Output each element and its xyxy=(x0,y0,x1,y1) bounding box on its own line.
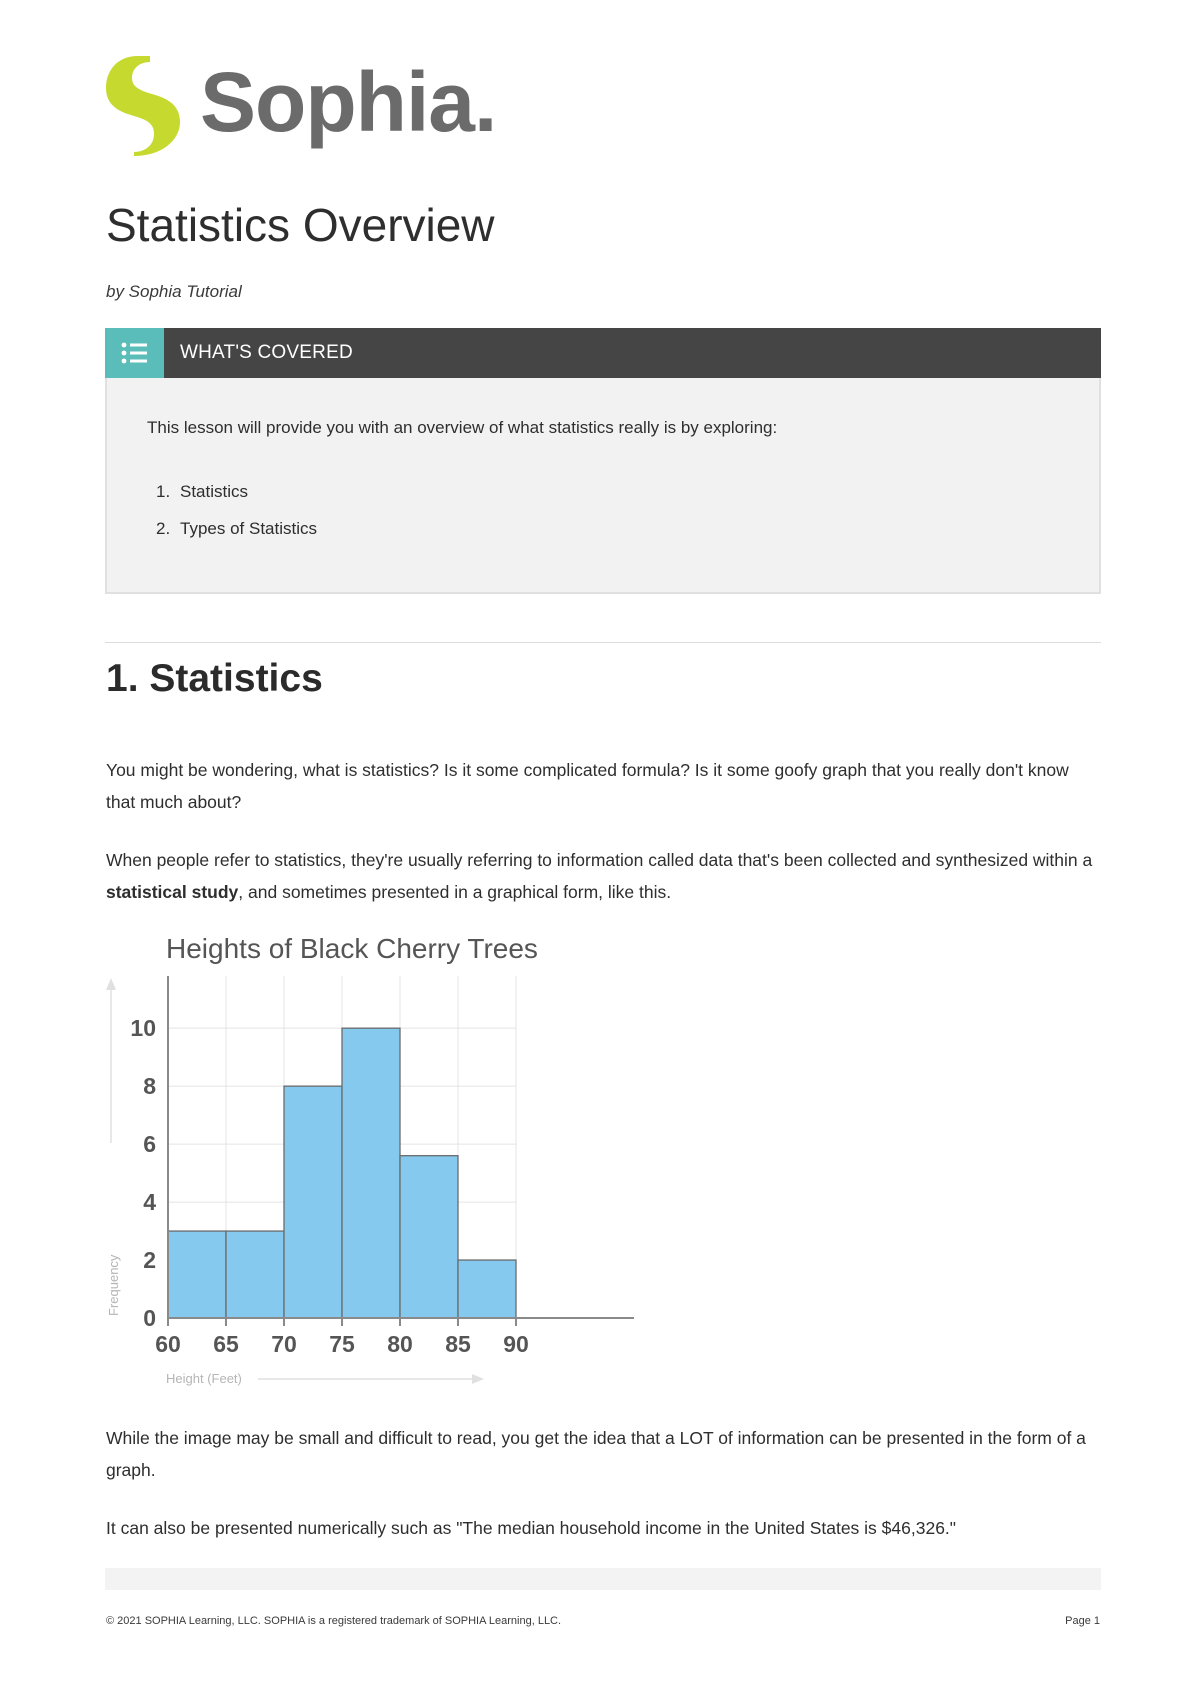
x-tick-label: 90 xyxy=(503,1331,529,1357)
sophia-logo xyxy=(104,54,524,164)
x-tick-label: 60 xyxy=(155,1331,181,1357)
whats-covered-header xyxy=(105,328,1101,378)
paragraph-intro: You might be wondering, what is statistics? Is it some complicated formula? Is it some goofy graph that you really don't know that much about? xyxy=(106,760,1069,812)
byline: by Sophia Tutorial xyxy=(106,282,242,301)
whats-covered-label: WHAT'S COVERED xyxy=(180,342,353,363)
histogram-svg xyxy=(104,928,684,1398)
page-title: Statistics Overview xyxy=(106,199,495,251)
histogram-bar xyxy=(284,1086,342,1318)
x-tick-label: 75 xyxy=(329,1331,355,1357)
term-statistical-study: statistical study xyxy=(106,882,239,902)
footer-band xyxy=(105,1568,1101,1590)
whats-covered-list xyxy=(156,482,317,556)
list-item: 2. Types of Statistics xyxy=(156,519,317,538)
histogram-bar xyxy=(168,1231,226,1318)
histogram-bar xyxy=(226,1231,284,1318)
y-tick-label: 2 xyxy=(143,1247,156,1274)
histogram-bar xyxy=(400,1156,458,1318)
paragraph-graph: While the image may be small and difficult to read, you get the idea that a LOT of information can be presented in the form of a graph. xyxy=(106,1428,1086,1480)
y-tick-label: 8 xyxy=(143,1073,156,1100)
x-axis-arrow-head xyxy=(472,1374,484,1384)
whats-covered-intro: This lesson will provide you with an overview of what statistics really is by exploring: xyxy=(147,418,778,437)
sophia-logo-mark-icon xyxy=(104,54,182,158)
whats-covered-box xyxy=(105,378,1101,594)
y-axis-label: Frequency xyxy=(106,1254,121,1316)
paragraph-numeric: It can also be presented numerically such as "The median household income in the United States is $46,326." xyxy=(106,1518,957,1538)
histogram-bar xyxy=(342,1028,400,1318)
section-title: 1. Statistics xyxy=(106,657,323,700)
section-divider xyxy=(105,642,1101,643)
y-axis-arrow-head xyxy=(106,978,116,990)
brand-name: Sophia xyxy=(200,55,475,149)
histogram-chart xyxy=(104,928,684,1398)
footer-page-number: Page 1 xyxy=(1065,1615,1100,1627)
footer-copyright: © 2021 SOPHIA Learning, LLC. SOPHIA is a registered trademark of SOPHIA Learning, LLC. xyxy=(106,1615,562,1627)
histogram-bar xyxy=(458,1260,516,1318)
y-tick-label: 6 xyxy=(143,1131,156,1158)
y-tick-label: 4 xyxy=(143,1189,156,1216)
x-tick-label: 65 xyxy=(213,1331,239,1357)
list-item: 1. Statistics xyxy=(156,482,249,501)
y-tick-label: 0 xyxy=(143,1305,156,1331)
paragraph-data: When people refer to statistics, they're usually referring to information called data that's been collected and synthesized within a statistical study, and sometimes presented in a graphical form, like this. xyxy=(106,850,1093,902)
x-tick-label: 85 xyxy=(445,1331,471,1357)
x-axis-label: Height (Feet) xyxy=(166,1371,242,1386)
list-icon xyxy=(105,328,164,378)
x-tick-label: 70 xyxy=(271,1331,297,1357)
x-tick-label: 80 xyxy=(387,1331,413,1357)
y-tick-label: 10 xyxy=(130,1015,156,1042)
brand-dot: . xyxy=(474,55,497,149)
chart-title: Heights of Black Cherry Trees xyxy=(166,933,538,964)
